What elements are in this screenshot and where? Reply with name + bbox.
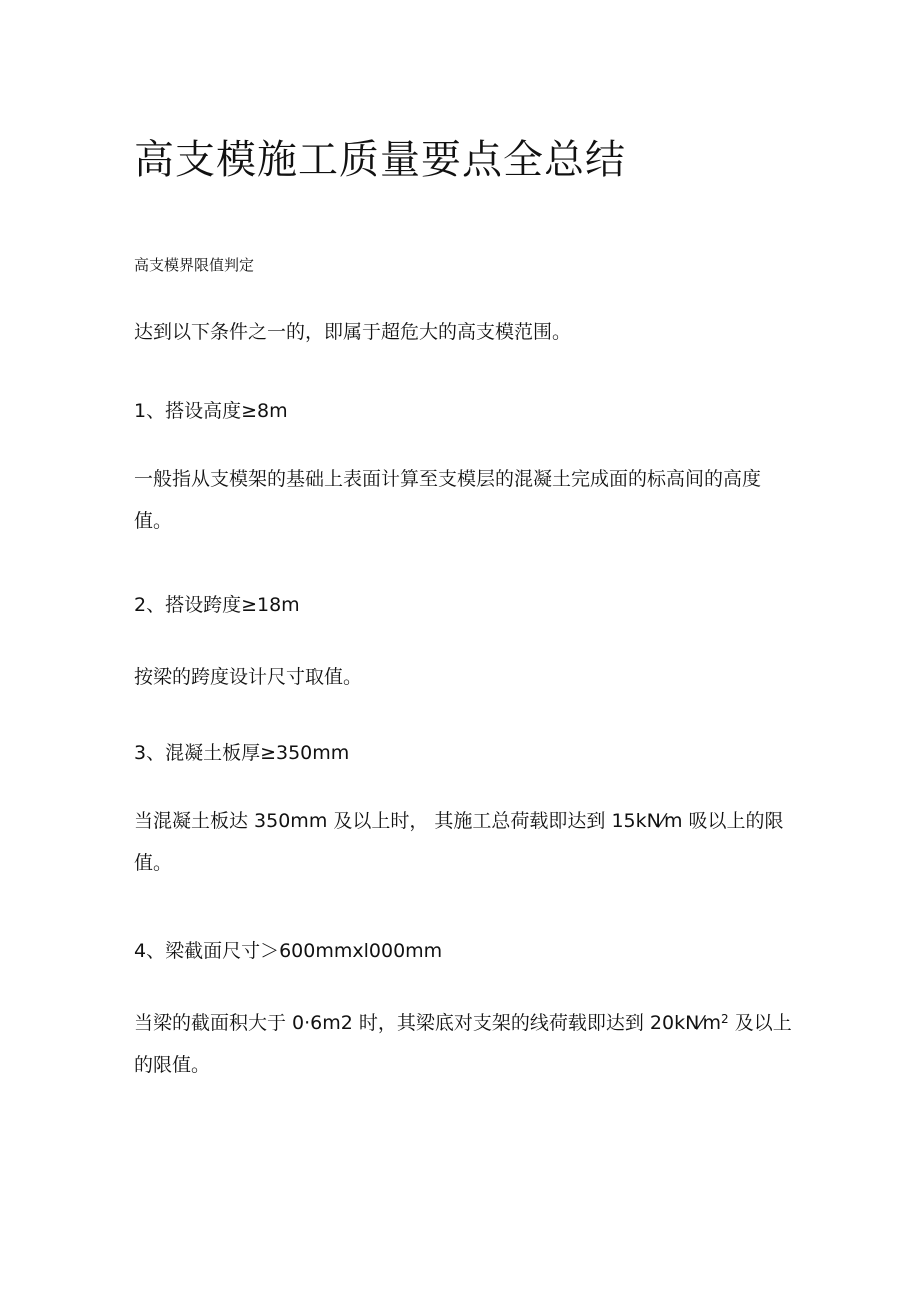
item-2-body: 按梁的跨度设计尺寸取值。 (134, 666, 363, 688)
item-1-heading: 1、搭设高度≥8m (134, 400, 288, 422)
item-1-body: 一般指从支模架的基础上表面计算至支模层的混凝土完成面的标高间的高度值。 (134, 468, 762, 532)
document-title: 高支模施工质量要点全总结 (134, 137, 626, 183)
intro-paragraph: 达到以下条件之一的，即属于超危大的高支模范围。 (134, 321, 572, 343)
item-4-body-tail: 及以上的限值。 (134, 1012, 792, 1076)
item-3-body: 当混凝土板达 350mm 及以上时， 其施工总荷载即达到 15kN⁄m 吸以上的限值。 (134, 810, 784, 874)
item-4-body-text: 当梁的截面积大于 0·6m2 时，其梁底对支架的线荷载即达到 20kN⁄m (134, 1012, 722, 1034)
item-3-heading: 3、混凝土板厚≥350mm (134, 742, 350, 764)
item-4-heading: 4、梁截面尺寸＞600mmxl000mm (134, 940, 443, 962)
item-4-body (134, 998, 794, 1086)
item-4-body-superscript: 2 (721, 1012, 729, 1026)
section-subtitle: 高支模界限值判定 (134, 256, 255, 274)
item-2-heading: 2、搭设跨度≥18m (134, 594, 300, 616)
